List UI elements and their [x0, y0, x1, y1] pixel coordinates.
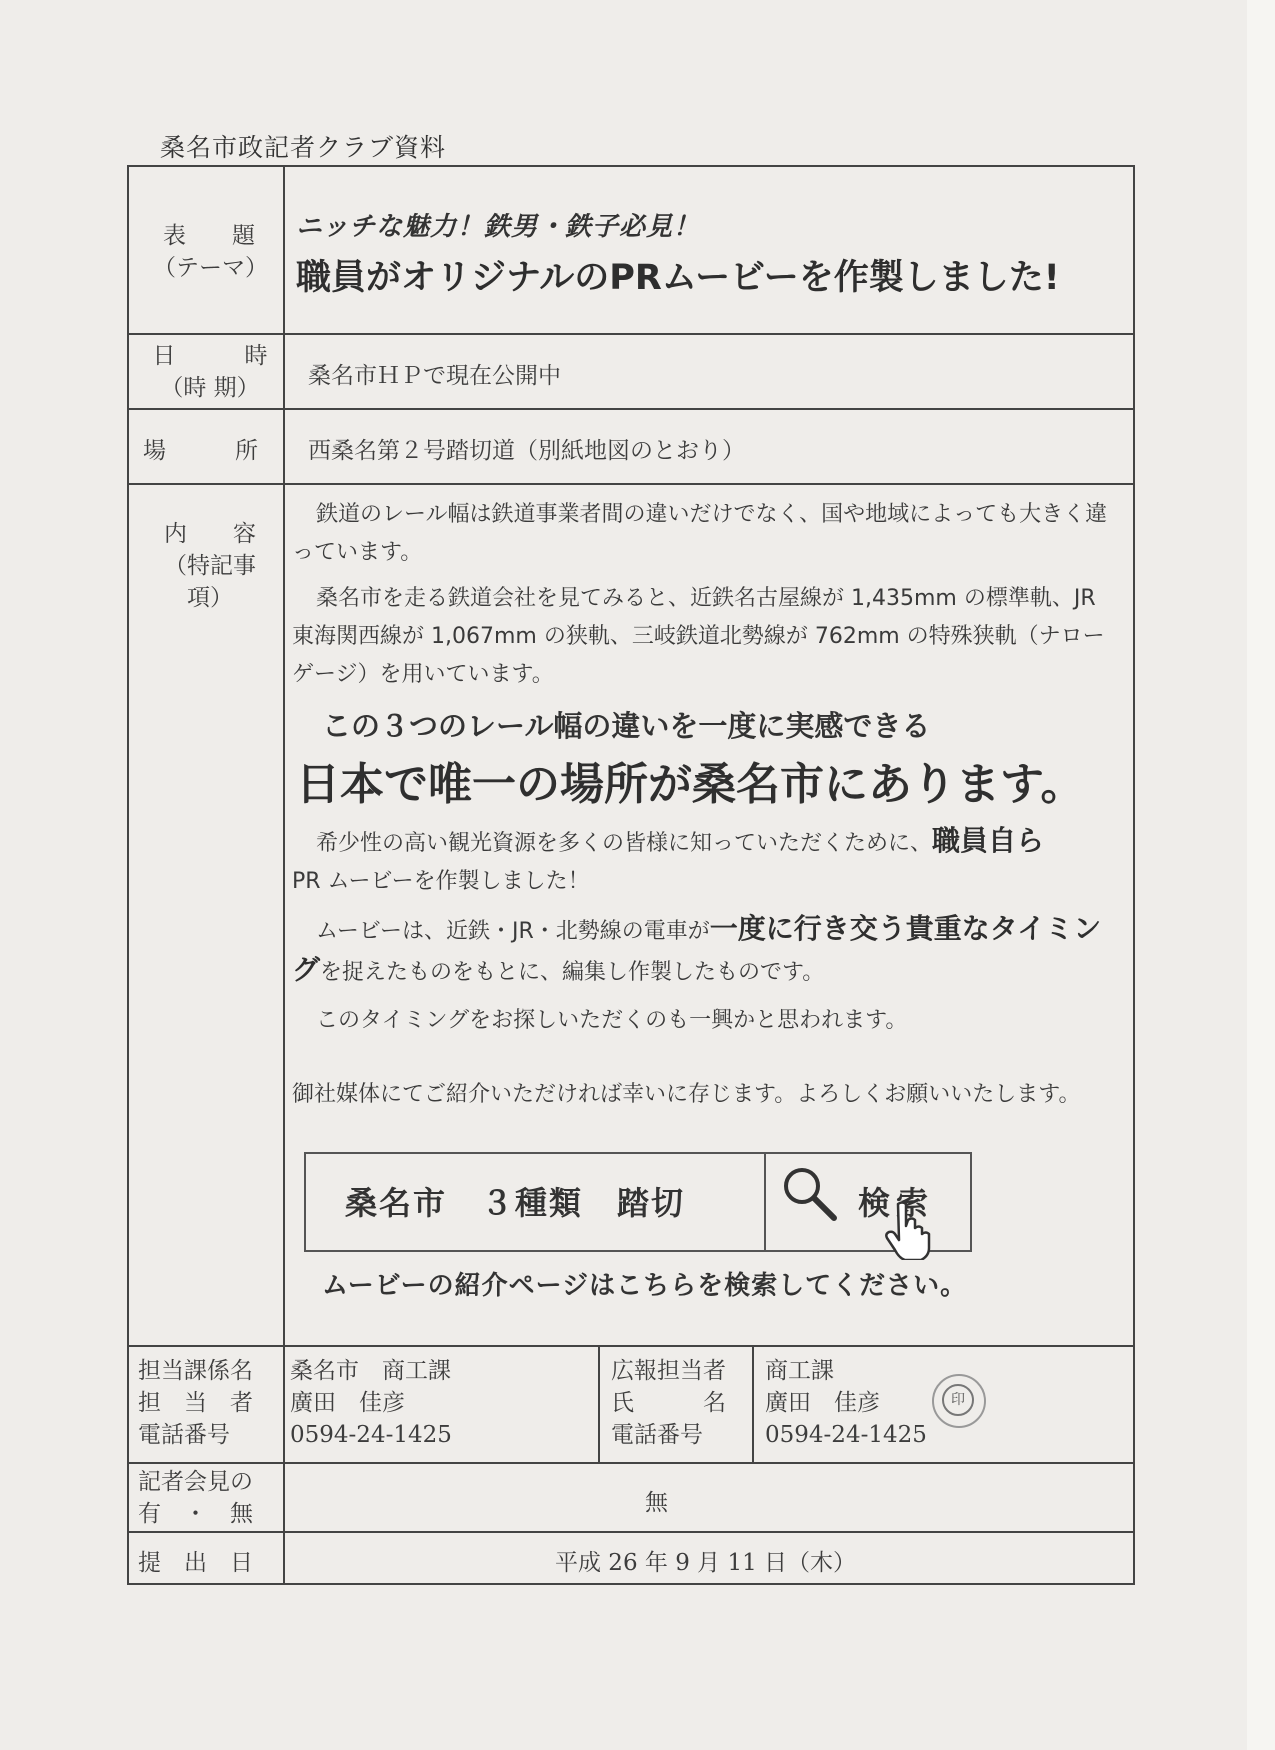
search-note: ムービーの紹介ページはこちらを検索してください。 [322, 1271, 968, 1301]
search-bar-divider [764, 1152, 766, 1252]
content-paragraph-3: 希少性の高い観光資源を多くの皆様に知っていただくために、職員自ら PR ムービーを作製しました！ [292, 824, 1045, 894]
pr-values: 商工課 廣田 佳彦 0594-24-1425 [765, 1358, 927, 1448]
place-label: 場 所 [143, 438, 258, 464]
highlight-line-2: 日本で唯一の場所が桑名市にあります。 [296, 759, 1085, 810]
submit-value: 平成 26 年 9 月 11 日（木） [555, 1550, 857, 1576]
contact-values: 桑名市 商工課 廣田 佳彦 0594-24-1425 [290, 1358, 452, 1448]
theme-label: 表 題 （テーマ） [153, 223, 268, 281]
content-paragraph-1: 鉄道のレール幅は鉄道事業者間の違いだけでなく、国や地域によっても大きく違っています。 [292, 502, 1108, 565]
pr-labels: 広報担当者 氏 名 電話番号 [611, 1358, 726, 1448]
row-divider-6 [127, 1531, 1135, 1533]
content-paragraph-5: このタイミングをお探しいただくのも一興かと思われます。 [316, 1008, 908, 1033]
theme-title: 職員がオリジナルのPRムービーを作製しました! [296, 258, 1060, 298]
theme-subtitle: ニッチな魅力！鉄男・鉄子必見！ [296, 212, 700, 242]
datetime-label: 日 時 （時 期） [152, 343, 268, 401]
contact-labels: 担当課係名 担 当 者 電話番号 [138, 1358, 253, 1448]
search-terms: 桑名市 ３種類 踏切 [345, 1184, 686, 1222]
datetime-value: 桑名市ＨＰで現在公開中 [308, 363, 561, 389]
label-column-divider [283, 165, 285, 1585]
search-button: 検索 [858, 1184, 935, 1222]
place-value: 西桑名第２号踏切道（別紙地図のとおり） [308, 438, 745, 464]
content-paragraph-4: ムービーは、近鉄・JR・北勢線の電車が一度に行き交う貴重なタイミングを捉えたものをもとに、編集し作製したものです。 [292, 912, 1102, 986]
contact-divider-2 [752, 1345, 754, 1462]
press-label: 記者会見の 有 ・ 無 [138, 1469, 253, 1527]
page-edge [1247, 0, 1275, 1750]
press-club-label: 桑名市政記者クラブ資料 [160, 133, 447, 162]
seal-mark: 印 [942, 1384, 974, 1416]
content-paragraph-2: 桑名市を走る鉄道会社を見てみると、近鉄名古屋線が 1,435mm の標準軌、JR 東海関西線が 1,067mm の狭軌、三岐鉄道北勢線が 762mm の特殊狭軌（ナローゲージ）を用いています。 [292, 586, 1105, 687]
row-divider-1 [127, 333, 1135, 335]
row-divider-3 [127, 483, 1135, 485]
magnifier-icon [780, 1164, 840, 1224]
content-label: 内 容 （特記事 項） [164, 521, 256, 611]
row-divider-5 [127, 1462, 1135, 1464]
submit-label: 提 出 日 [138, 1550, 253, 1576]
row-divider-2 [127, 408, 1135, 410]
row-divider-4 [127, 1345, 1135, 1347]
hand-pointer-icon [884, 1200, 940, 1260]
highlight-line-1: この３つのレール幅の違いを一度に実感できる [322, 709, 931, 743]
content-paragraph-6: 御社媒体にてご紹介いただければ幸いに存じます。よろしくお願いいたします。 [292, 1082, 1081, 1107]
contact-divider-1 [598, 1345, 600, 1462]
press-value: 無 [645, 1490, 668, 1516]
